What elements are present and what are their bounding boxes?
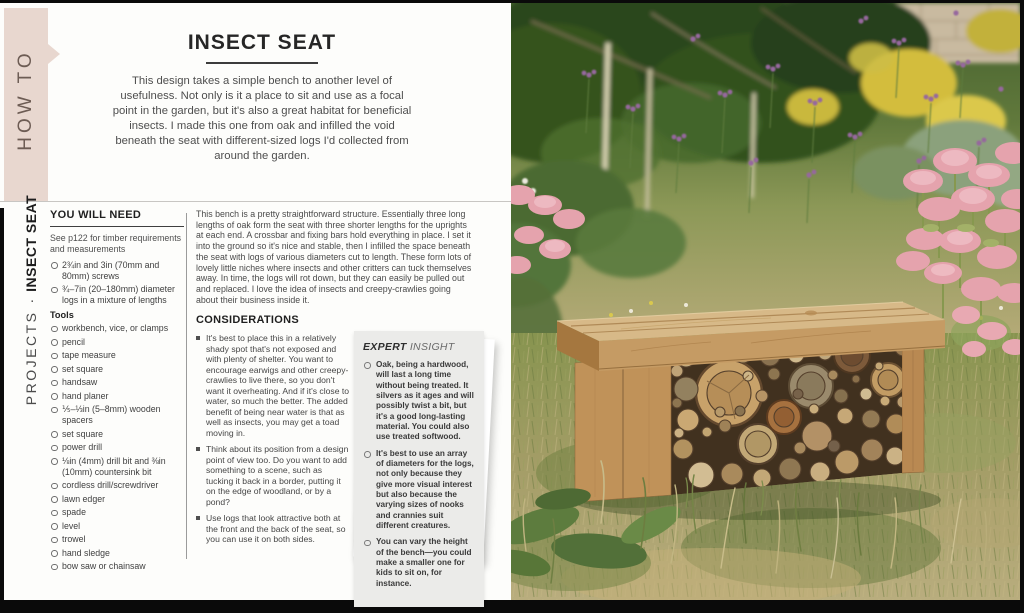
list-item: cordless drill/screwdriver (50, 480, 184, 491)
list-item: hand planer (50, 391, 184, 402)
insight-label: INSIGHT (409, 341, 455, 353)
column-divider (186, 213, 187, 559)
how-to-label: HOW TO (15, 49, 36, 151)
expert-insight-list (363, 360, 475, 589)
you-will-need-heading: YOU WILL NEED (50, 209, 184, 227)
title-underline (206, 62, 318, 64)
body-paragraph: This bench is a pretty straightforward structure. Essentially three long lengths of oak form the seat with three shorter lengths for the uprights at each end. A crossbar and fixing bars hold everything in place. I set it into the ground so it's nice and stable, then I infilled the space beneath the seat with logs of various diameters cut to length. These form lots of lovely little niches where insects and other critters can tuck themselves away. In time, the logs will rot down, but they can easily be pulled out and replaced. I love the idea of insects and creepy-crawlies going about their business inside it. (196, 209, 472, 305)
spine-separator: · (23, 298, 39, 304)
section-divider-line (0, 201, 511, 202)
page-edge-shadow (0, 208, 4, 600)
list-item: handsaw (50, 377, 184, 388)
list-item: ⅛in (4mm) drill bit and ⅜in (10mm) countersink bit (50, 456, 184, 478)
intro-paragraph: This design takes a simple bench to another level of usefulness. Not only is it a place to sit and use as a focal point in the garden, but it's also a great habitat for beneficial insects. I made this one from oak and infilled the void beneath the seat with different-sized logs I'd collected from around the garden. (112, 75, 412, 163)
list-item: bow saw or chainsaw (50, 561, 184, 572)
tools-list (50, 323, 184, 572)
page-title: INSECT SEAT (187, 31, 337, 54)
insect-seat-bench (557, 302, 945, 502)
list-item: spade (50, 507, 184, 518)
considerations-list (196, 333, 350, 544)
garden-photo-illustration (511, 3, 1020, 600)
expert-insight-box (354, 331, 484, 607)
vertical-spine-label (23, 195, 39, 405)
list-item: ⅕–⅓in (5–8mm) wooden spacers (50, 404, 184, 426)
page-header (56, 31, 468, 164)
list-item: set square (50, 364, 184, 375)
list-item: set square (50, 429, 184, 440)
list-item: It's best to use an array of diameters for the logs, not only because they give more visual interest but also because the varying sizes of nooks and crannies suit different creatures. (363, 449, 475, 532)
left-page (0, 3, 511, 600)
list-item: You can vary the height of the bench—you could make a smaller one for kids to sit on, for instance. (363, 537, 475, 589)
materials-list (50, 260, 184, 306)
list-item: trowel (50, 534, 184, 545)
tools-heading: Tools (50, 310, 74, 321)
list-item: tape measure (50, 350, 184, 361)
expert-label: EXPERT (363, 341, 407, 353)
list-item: lawn edger (50, 494, 184, 505)
list-item: workbench, vice, or clamps (50, 323, 184, 334)
considerations-heading: CONSIDERATIONS (196, 314, 300, 327)
list-item: level (50, 521, 184, 532)
list-item: hand sledge (50, 548, 184, 559)
list-item: Think about its position from a design point of view too. Do you want to add something to a scene, such as tucking it back in a border, putting it on the edge of woodland, or by a pond? (196, 444, 350, 507)
list-item: It's best to place this in a relatively shady spot that's not exposed and with plenty of shelter. You want to encourage earwigs and other creepy-crawlies to live there, so you don't want it overheating. And if it's close to water, so much the better. The added benefit of being near water is that as well as insects, you may get a toad moving in. (196, 333, 350, 438)
list-item: 2¾in and 3in (70mm and 80mm) screws (50, 260, 184, 282)
garden-photo (511, 3, 1020, 600)
list-item: Use logs that look attractive both at the front and the back of the seat, so you can use it on both sides. (196, 513, 350, 544)
spine-section-label: PROJECTS (23, 310, 39, 406)
spine-title-label: INSECT SEAT (23, 194, 39, 292)
list-item: ¾–7in (20–180mm) diameter logs in a mixture of lengths (50, 284, 184, 306)
you-will-need-panel (50, 209, 184, 574)
list-item: pencil (50, 337, 184, 348)
list-item: power drill (50, 442, 184, 453)
you-will-need-note: See p122 for timber requirements and measurements (50, 233, 182, 255)
list-item: Oak, being a hardwood, will last a long time without being treated. It silvers as it ages and will possibly twist a bit, but it's a good long-lasting material. You could also use treated softwood. (363, 360, 475, 443)
expert-insight-heading (363, 341, 475, 353)
